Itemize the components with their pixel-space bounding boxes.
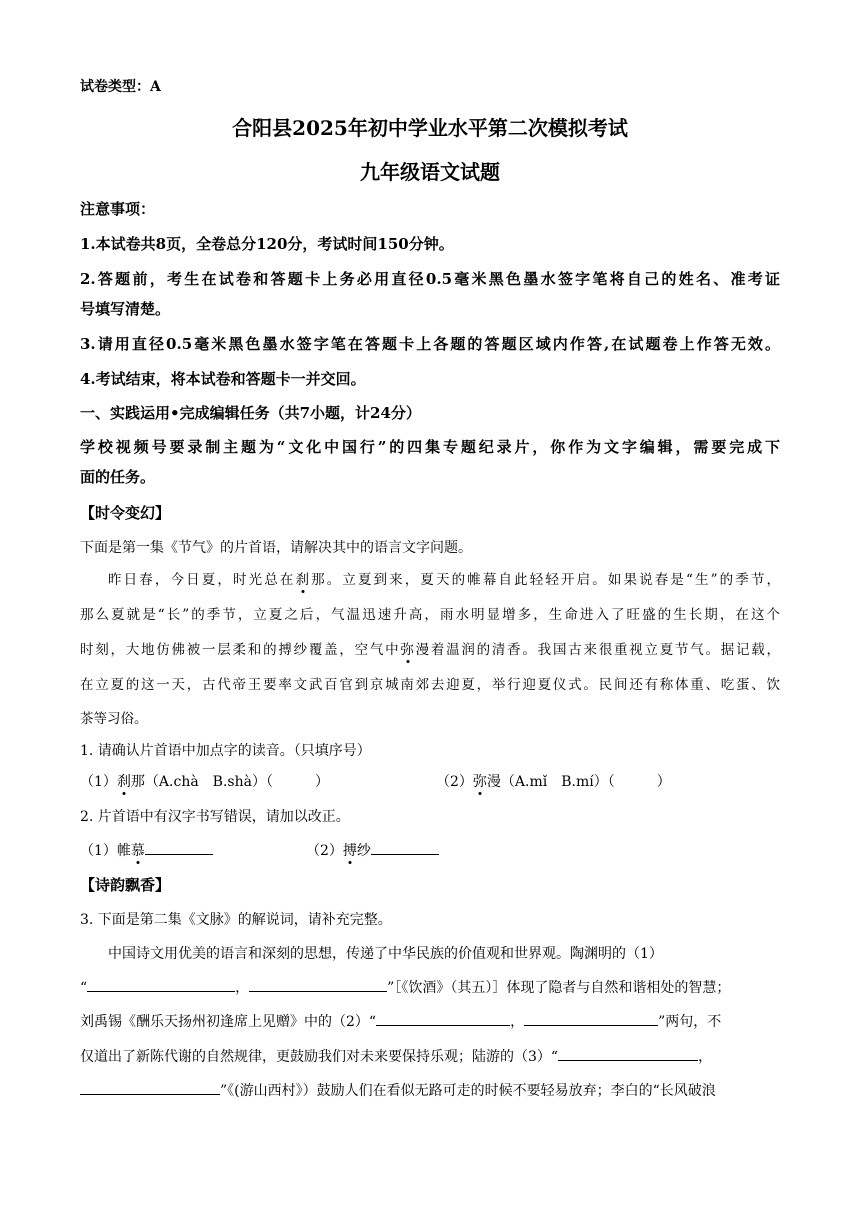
- q3-line-2: [80, 977, 780, 997]
- q1-text: 那（A.chà B.shà）（ ）: [130, 774, 329, 790]
- part1-lead: 下面是第一集《节气》的片首语，请解决其中的语言文字问题。: [80, 540, 472, 556]
- note-item-2-cont: 号填写清楚。: [80, 300, 171, 318]
- section-heading: 一、实践运用•完成编辑任务（共7小题，计24分）: [80, 404, 421, 422]
- dotted-char: 刹: [295, 572, 312, 588]
- q2-stem: 2. 片首语中有汉字书写错误，请加以改正。: [80, 809, 350, 825]
- q3-text: ”［《饮酒》（其五）］体现了隐者与自然和谐相处的智慧；: [387, 980, 731, 996]
- section-intro-line2: 面的任务。: [80, 468, 156, 486]
- q1-label: （1）: [80, 774, 117, 790]
- answer-blank[interactable]: [558, 1046, 698, 1061]
- dotted-char: 弥: [472, 774, 487, 790]
- exam-title: 合阳县2025年初中学业水平第二次模拟考试: [232, 116, 628, 140]
- q2-text: 纱: [356, 843, 371, 859]
- dotted-char: 搏: [342, 843, 357, 859]
- comma: ，: [698, 1049, 713, 1065]
- passage-line-4: 在立夏的这一天，古代帝王要率文武百官到京城南郊去迎夏，举行迎夏仪式。民间还有称体重、吃蛋、饮: [80, 677, 780, 693]
- quote-mark: “: [80, 980, 88, 996]
- q3-text: 刘禹锡《酬乐天扬州初逢席上见赠》中的（2）“: [80, 1014, 377, 1030]
- q1-stem: 1. 请确认片首语中加点字的读音。（只填序号）: [80, 743, 371, 759]
- answer-blank[interactable]: [371, 840, 439, 855]
- q3-line-1: 中国诗文用优美的语言和深刻的思想，传递了中华民族的价值观和世界观。陶渊明的（1）: [108, 946, 663, 962]
- passage-text: 时刻，大地仿佛被一层柔和的搏纱覆盖，空气中: [80, 642, 401, 658]
- note-item-4: 4.考试结束，将本试卷和答题卡一并交回。: [80, 370, 366, 388]
- q3-line-5: [80, 1080, 780, 1100]
- answer-blank[interactable]: [249, 977, 387, 992]
- answer-blank[interactable]: [376, 1011, 510, 1026]
- q3-line-3: [80, 1011, 780, 1031]
- dotted-char: 慕: [130, 843, 145, 859]
- answer-blank[interactable]: [524, 1011, 658, 1026]
- q3-text: ”《(游山西村》）鼓励人们在看似无路可走的时候不要轻易放弃；李白的“长风破浪: [220, 1083, 716, 1099]
- q1-option-2: [436, 771, 671, 791]
- paper-type: 试卷类型：A: [80, 79, 161, 95]
- note-item-3: 3.请用直径0.5毫米黑色墨水签字笔在答题卡上各题的答题区域内作答,在试题卷上作答无效。: [80, 335, 780, 353]
- comma: ，: [235, 980, 250, 996]
- section-intro-line1: 学校视频号要录制主题为“文化中国行”的四集专题纪录片，你作为文字编辑，需要完成下: [80, 438, 780, 456]
- passage-text: 那。立夏到来，夏天的帷幕自此轻轻开启。如果说春是“生”的季节，: [311, 572, 780, 588]
- passage-line-3: [80, 638, 780, 658]
- passage-line-2: 那么夏就是“长”的季节，立夏之后，气温迅速升高，雨水明显增多，生命进入了旺盛的生长期，在这个: [80, 607, 780, 623]
- dotted-char: 弥: [400, 642, 416, 658]
- passage-text: 漫着温润的清香。我国古来很重视立夏节气。据记载，: [415, 642, 781, 658]
- notes-heading: 注意事项：: [80, 200, 156, 218]
- q3-text: 仅道出了新陈代谢的自然规律，更鼓励我们对未来要保持乐观；陆游的（3）“: [80, 1049, 559, 1065]
- answer-blank[interactable]: [87, 977, 235, 992]
- q2-item-2: [306, 840, 439, 860]
- q3-line-4: [80, 1046, 780, 1066]
- answer-blank[interactable]: [145, 840, 213, 855]
- answer-blank[interactable]: [80, 1080, 220, 1095]
- part1-heading: 【时令变幻】: [80, 504, 171, 522]
- dotted-char: 刹: [116, 774, 131, 790]
- q1-option-1: [80, 771, 329, 791]
- q2-label: （2）: [306, 843, 343, 859]
- exam-subtitle: 九年级语文试题: [360, 160, 500, 184]
- q3-text: ”两句，不: [658, 1014, 722, 1030]
- q1-text: 漫（A.mǐ B.mí）（ ）: [486, 774, 671, 790]
- q3-stem: 3. 下面是第二集《文脉》的解说词，请补充完整。: [80, 912, 392, 928]
- q1-label: （2）: [436, 774, 473, 790]
- part2-heading: 【诗韵飘香】: [80, 876, 171, 894]
- q2-item-1: [80, 840, 213, 860]
- note-item-2: 2.答题前，考生在试卷和答题卡上务必用直径0.5毫米黑色墨水签字笔将自己的姓名、准考证: [80, 270, 780, 288]
- passage-line-1: [108, 568, 780, 588]
- passage-line-5: 茶等习俗。: [80, 711, 148, 727]
- note-item-1: 1.本试卷共8页，全卷总分120分，考试时间150分钟。: [80, 235, 454, 253]
- q2-label: （1）帷: [80, 843, 131, 859]
- passage-text: 昨日春，今日夏，时光总在: [108, 572, 296, 588]
- comma: ，: [510, 1014, 525, 1030]
